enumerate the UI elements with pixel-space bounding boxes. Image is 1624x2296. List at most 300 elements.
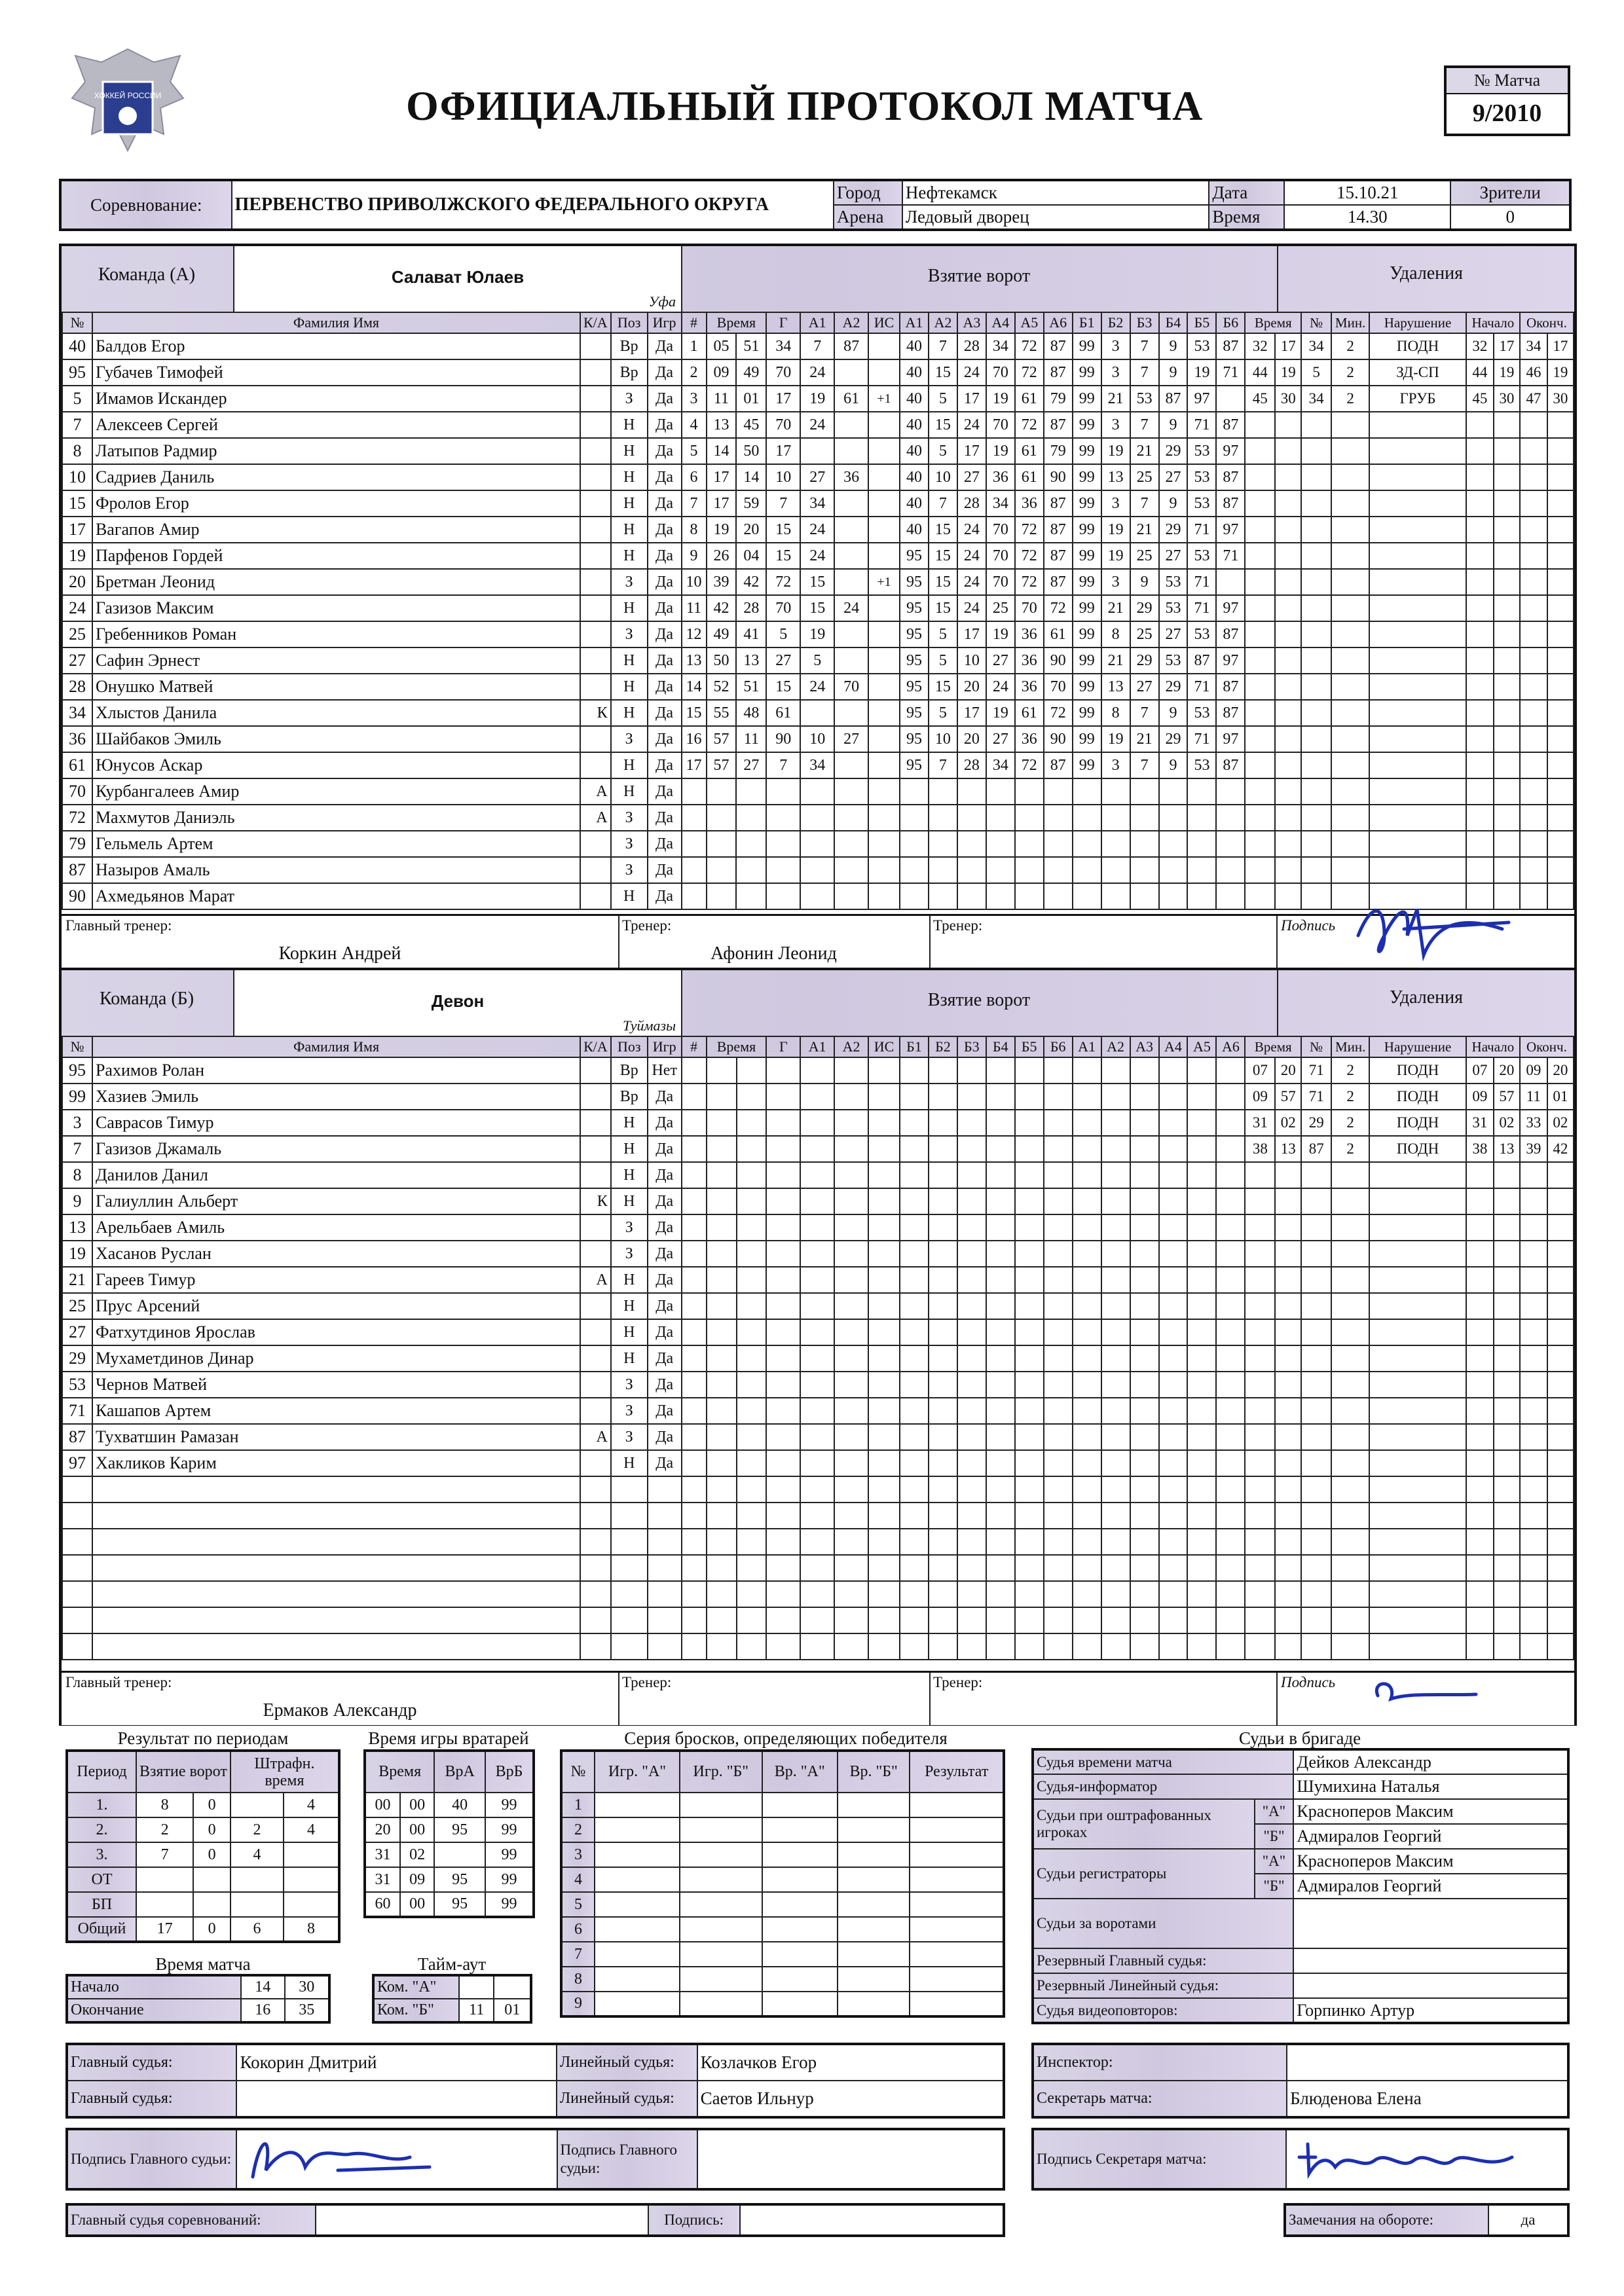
period-name: Общий — [67, 1917, 136, 1942]
on-ice-player: 10 — [929, 726, 957, 752]
pen-sec-time — [1275, 490, 1301, 517]
shootout-num: 6 — [561, 1917, 595, 1942]
col-on-ice: А3 — [1130, 1036, 1159, 1057]
player-number: 72 — [62, 805, 92, 831]
player-captain — [580, 333, 611, 359]
on-ice-player — [900, 805, 929, 831]
on-ice-player — [1015, 1424, 1044, 1450]
col-on-ice: Б2 — [1101, 312, 1130, 333]
pen-infraction — [1369, 412, 1466, 438]
pen-end-min — [1520, 726, 1547, 752]
shootout-cell — [595, 1817, 680, 1842]
on-ice-player — [1130, 1084, 1159, 1110]
pen-end-sec — [1547, 1188, 1574, 1214]
on-ice-player — [929, 805, 957, 831]
player-number: 17 — [62, 517, 92, 543]
player-name: Арельбаев Амиль — [92, 1214, 580, 1241]
on-ice-player — [1044, 1057, 1073, 1084]
player-played: Да — [648, 1450, 682, 1476]
player-position: Н — [611, 674, 648, 700]
player-captain — [580, 1529, 611, 1555]
on-ice-player — [1159, 1188, 1188, 1214]
player-position: Н — [611, 517, 648, 543]
on-ice-player — [1015, 1136, 1044, 1162]
on-ice-player: 71 — [1216, 359, 1245, 386]
goal-num: 6 — [682, 464, 707, 490]
on-ice-player — [900, 1188, 929, 1214]
player-number — [62, 1581, 92, 1607]
pen-start-sec — [1494, 1162, 1520, 1188]
pen-end-sec — [1547, 647, 1574, 674]
pen-start-sec — [1494, 1607, 1520, 1633]
pen-minutes — [1331, 857, 1369, 883]
pen-end-min — [1520, 1241, 1547, 1267]
pen-end-min — [1520, 1162, 1547, 1188]
pen-start-sec — [1494, 647, 1520, 674]
pen-infraction — [1369, 1503, 1466, 1529]
on-ice-player — [929, 1503, 957, 1529]
pen-start-sec — [1494, 1267, 1520, 1293]
pen-player — [1301, 1398, 1331, 1424]
pen-end-sec — [1547, 1607, 1574, 1633]
goal-assist1: 15 — [800, 569, 834, 595]
period-name: БП — [67, 1892, 136, 1917]
pen-infraction — [1369, 1633, 1466, 1660]
on-ice-player — [1187, 1476, 1216, 1503]
player-position: Н — [611, 464, 648, 490]
pen-min-time — [1245, 569, 1275, 595]
period-goals-b — [193, 1867, 231, 1892]
goal-strength — [868, 490, 900, 517]
col-goal-time: Время — [707, 1036, 767, 1057]
goal-sec: 28 — [736, 595, 766, 621]
player-captain — [580, 621, 611, 647]
col-on-ice: Б6 — [1216, 312, 1245, 333]
pen-sec-time — [1275, 1555, 1301, 1581]
goalie-min: 60 — [365, 1892, 400, 1917]
on-ice-player — [1187, 831, 1216, 857]
on-ice-player — [1044, 1110, 1073, 1136]
on-ice-player: 36 — [1015, 621, 1044, 647]
on-ice-player: 40 — [900, 517, 929, 543]
player-number: 90 — [62, 883, 92, 909]
shootout-cell — [838, 1992, 910, 2016]
on-ice-player — [1015, 1450, 1044, 1476]
period-name: 3. — [67, 1842, 136, 1867]
pen-infraction: ГРУБ — [1369, 386, 1466, 412]
match-start-h: 14 — [241, 1975, 285, 1999]
goal-assist2 — [834, 359, 868, 386]
goal-scorer — [766, 1372, 800, 1398]
on-ice-player — [1073, 1345, 1101, 1372]
pen-end-min — [1520, 1398, 1547, 1424]
on-ice-player — [1159, 1057, 1188, 1084]
scorer-b: Адмиралов Георгий — [1293, 1874, 1568, 1899]
goal-assist2 — [834, 543, 868, 569]
goal-strength — [868, 543, 900, 569]
pen-start-sec — [1494, 1633, 1520, 1660]
coach2-b-label: Тренер: — [933, 1674, 983, 1690]
on-ice-player — [1187, 857, 1216, 883]
pen-start-min — [1466, 464, 1494, 490]
match-start-label: Начало — [67, 1975, 241, 1999]
player-played: Да — [648, 1188, 682, 1214]
on-ice-player: 27 — [957, 464, 986, 490]
on-ice-player — [1187, 1214, 1216, 1241]
on-ice-player — [1073, 831, 1101, 857]
goal-sec: 49 — [736, 359, 766, 386]
on-ice-player: 87 — [1216, 333, 1245, 359]
goal-assist2 — [834, 1110, 868, 1136]
pen-player — [1301, 438, 1331, 464]
pen-min-time — [1245, 647, 1275, 674]
shootout-row — [561, 1942, 1004, 1967]
player-number: 10 — [62, 464, 92, 490]
goal-num — [682, 883, 707, 909]
player-played — [648, 1607, 682, 1633]
goal-min — [707, 778, 737, 805]
player-position: З — [611, 857, 648, 883]
goal-num — [682, 1503, 707, 1529]
player-captain — [580, 1398, 611, 1424]
player-captain: А — [580, 805, 611, 831]
on-ice-player: 7 — [1130, 700, 1159, 726]
on-ice-player — [957, 1607, 986, 1633]
player-row — [62, 543, 1574, 569]
goal-assist2 — [834, 831, 868, 857]
pen-start-sec — [1494, 412, 1520, 438]
player-name: Гельмель Артем — [92, 831, 580, 857]
pen-end-sec — [1547, 517, 1574, 543]
shootout-cell — [762, 1917, 838, 1942]
on-ice-player: 72 — [1015, 543, 1044, 569]
player-name: Чернов Матвей — [92, 1372, 580, 1398]
pen-sec-time — [1275, 569, 1301, 595]
player-name: Галиуллин Альберт — [92, 1188, 580, 1214]
col-pen-start: Начало — [1466, 312, 1520, 333]
player-played: Да — [648, 1214, 682, 1241]
goal-scorer: 7 — [766, 490, 800, 517]
player-captain — [580, 857, 611, 883]
goal-assist1 — [800, 1188, 834, 1214]
player-played: Да — [648, 752, 682, 778]
player-row — [62, 674, 1574, 700]
pen-minutes — [1331, 412, 1369, 438]
pen-end-min — [1520, 1424, 1547, 1450]
on-ice-player — [957, 1162, 986, 1188]
on-ice-player — [1130, 1345, 1159, 1372]
pen-minutes — [1331, 1345, 1369, 1372]
goal-scorer — [766, 1136, 800, 1162]
pen-start-sec: 13 — [1494, 1136, 1520, 1162]
on-ice-player — [1130, 1581, 1159, 1607]
col-pen-infraction: Нарушение — [1369, 1036, 1466, 1057]
pen-minutes: 2 — [1331, 333, 1369, 359]
pen-min-time — [1245, 1503, 1275, 1529]
on-ice-player: 40 — [900, 464, 929, 490]
pen-infraction — [1369, 1345, 1466, 1372]
timeout-table — [372, 1974, 532, 2024]
on-ice-player — [1073, 1136, 1101, 1162]
on-ice-player — [1216, 1293, 1245, 1319]
pen-min-time — [1245, 1607, 1275, 1633]
player-number: 71 — [62, 1398, 92, 1424]
goal-num — [682, 1136, 707, 1162]
goal-min — [707, 1110, 737, 1136]
col-pen-time: Время — [1245, 1036, 1301, 1057]
goal-assist2: 36 — [834, 464, 868, 490]
pen-end-min — [1520, 1293, 1547, 1319]
pen-end-sec — [1547, 752, 1574, 778]
player-name: Газизов Джамаль — [92, 1136, 580, 1162]
on-ice-player — [1130, 1188, 1159, 1214]
on-ice-player — [986, 1424, 1015, 1450]
player-captain — [580, 386, 611, 412]
goal-strength — [868, 1188, 900, 1214]
on-ice-player: 36 — [986, 464, 1015, 490]
on-ice-player: 95 — [900, 569, 929, 595]
pen-start-sec — [1494, 857, 1520, 883]
period-goals-b: 0 — [193, 1842, 231, 1867]
goal-strength — [868, 438, 900, 464]
pen-end-min — [1520, 1581, 1547, 1607]
col-no: № — [62, 1036, 92, 1057]
on-ice-player — [929, 1084, 957, 1110]
pen-sec-time — [1275, 517, 1301, 543]
goal-assist1 — [800, 1319, 834, 1345]
match-end-m: 35 — [285, 1999, 329, 2022]
player-played — [648, 1476, 682, 1503]
video-judge: Горпинко Артур — [1293, 1998, 1568, 2023]
scorer-a: Красноперов Максим — [1293, 1849, 1568, 1874]
col-pen-min: Мин. — [1331, 1036, 1369, 1057]
goal-num: 3 — [682, 386, 707, 412]
on-ice-player — [1044, 1529, 1073, 1555]
on-ice-player: 24 — [986, 674, 1015, 700]
on-ice-player — [900, 1503, 929, 1529]
goal-assist2 — [834, 647, 868, 674]
line1: Козлачков Егор — [697, 2044, 1004, 2081]
on-ice-player — [957, 805, 986, 831]
on-ice-player — [986, 1188, 1015, 1214]
on-ice-player: 29 — [1159, 517, 1188, 543]
on-ice-player — [1130, 1110, 1159, 1136]
on-ice-player: 70 — [986, 359, 1015, 386]
goal-scorer — [766, 1450, 800, 1476]
goal-strength — [868, 1476, 900, 1503]
period-goals-b: 0 — [193, 1793, 231, 1817]
period-pim-b: 8 — [284, 1917, 339, 1942]
pen-end-sec: 19 — [1547, 359, 1574, 386]
player-played — [648, 1503, 682, 1529]
pen-infraction: ПОДН — [1369, 333, 1466, 359]
period-goals-b — [193, 1892, 231, 1917]
period-pim-a: 6 — [231, 1917, 284, 1942]
pen-start-sec — [1494, 490, 1520, 517]
on-ice-player: 71 — [1187, 412, 1216, 438]
pen-start-sec — [1494, 1345, 1520, 1372]
shootout-cell — [838, 1817, 910, 1842]
goal-assist2 — [834, 1633, 868, 1660]
reserve-ref-label: Резервный Главный судья: — [1033, 1948, 1293, 1973]
player-row — [62, 778, 1574, 805]
goal-min: 09 — [707, 359, 737, 386]
on-ice-player: 27 — [986, 647, 1015, 674]
pen-min-time — [1245, 1450, 1275, 1476]
pen-sec-time — [1275, 1633, 1301, 1660]
player-number: 95 — [62, 359, 92, 386]
on-ice-player — [1130, 1503, 1159, 1529]
on-ice-player — [1101, 1476, 1130, 1503]
goal-scorer — [766, 1607, 800, 1633]
on-ice-player — [1073, 857, 1101, 883]
shootout-cell — [680, 1917, 762, 1942]
on-ice-player — [929, 1110, 957, 1136]
pen-start-min — [1466, 700, 1494, 726]
goal-assist2 — [834, 1345, 868, 1372]
pen-end-sec: 01 — [1547, 1084, 1574, 1110]
pen-player — [1301, 1319, 1331, 1345]
shootout-cell — [762, 1892, 838, 1917]
goal-assist1 — [800, 1241, 834, 1267]
player-name: Губачев Тимофей — [92, 359, 580, 386]
on-ice-player: 99 — [1073, 726, 1101, 752]
goal-strength — [868, 1241, 900, 1267]
on-ice-player — [929, 1424, 957, 1450]
goal-num: 5 — [682, 438, 707, 464]
on-ice-player: 99 — [1073, 490, 1101, 517]
team-b-table — [62, 1036, 1574, 1660]
on-ice-player — [1101, 831, 1130, 857]
secretary: Блюденова Елена — [1287, 2081, 1568, 2117]
on-ice-player — [957, 1293, 986, 1319]
on-ice-player — [1159, 1581, 1188, 1607]
player-number: 20 — [62, 569, 92, 595]
pen-start-min — [1466, 1529, 1494, 1555]
on-ice-player: 61 — [1015, 386, 1044, 412]
shootout-cell — [838, 1917, 910, 1942]
on-ice-player: 87 — [1187, 647, 1216, 674]
on-ice-player — [986, 831, 1015, 857]
pen-player — [1301, 778, 1331, 805]
goal-sec — [737, 1476, 767, 1503]
on-ice-player — [1216, 386, 1245, 412]
pen-player: 5 — [1301, 359, 1331, 386]
player-number — [62, 1555, 92, 1581]
on-ice-player — [986, 1319, 1015, 1345]
player-captain — [580, 1162, 611, 1188]
player-captain — [580, 595, 611, 621]
goal-sec — [736, 831, 766, 857]
team-b-coaches — [62, 1671, 1574, 1725]
player-number: 79 — [62, 831, 92, 857]
on-ice-player: 99 — [1073, 386, 1101, 412]
on-ice-player — [1216, 1424, 1245, 1450]
goal-assist1 — [800, 1424, 834, 1450]
team-b-pen-title: Удаления — [1389, 987, 1464, 1008]
on-ice-player — [929, 1529, 957, 1555]
pen-start-sec — [1494, 778, 1520, 805]
goal-assist1 — [800, 1267, 834, 1293]
pen-end-sec — [1547, 1267, 1574, 1293]
on-ice-player — [900, 1293, 929, 1319]
goal-strength — [868, 1057, 900, 1084]
goal-sec — [737, 1529, 767, 1555]
player-row — [62, 1214, 1574, 1241]
pen-end-min — [1520, 778, 1547, 805]
on-ice-player — [900, 1581, 929, 1607]
shootout-cell — [680, 1817, 762, 1842]
on-ice-player: 20 — [957, 726, 986, 752]
goal-min — [707, 1398, 737, 1424]
player-name: Балдов Егор — [92, 333, 580, 359]
goal-strength — [868, 1607, 900, 1633]
on-ice-player: 9 — [1159, 490, 1188, 517]
shootout-num: 7 — [561, 1942, 595, 1967]
on-ice-player: 3 — [1101, 490, 1130, 517]
goal-assist2 — [834, 621, 868, 647]
goal-min — [707, 883, 737, 909]
on-ice-player — [1216, 778, 1245, 805]
goal-strength — [868, 726, 900, 752]
player-position — [611, 1607, 648, 1633]
on-ice-player: 19 — [1187, 359, 1216, 386]
team-a-pen-title: Удаления — [1389, 263, 1464, 283]
col-played: Игр — [648, 1036, 682, 1057]
on-ice-player — [1101, 1555, 1130, 1581]
on-ice-player — [1073, 805, 1101, 831]
shootout-cell — [910, 1817, 1004, 1842]
player-captain — [580, 1110, 611, 1136]
pen-start-min — [1466, 1633, 1494, 1660]
pen-infraction — [1369, 569, 1466, 595]
player-number: 24 — [62, 595, 92, 621]
pen-player — [1301, 1555, 1331, 1581]
pen-min-time — [1245, 1241, 1275, 1267]
goal-assist1: 24 — [800, 359, 834, 386]
pen-sec-time — [1275, 543, 1301, 569]
on-ice-player — [1216, 805, 1245, 831]
on-ice-player: 97 — [1216, 647, 1245, 674]
timeout-a-label: Ком. "А" — [373, 1975, 459, 1999]
on-ice-player — [986, 1581, 1015, 1607]
city-value: Нефтекамск — [902, 180, 1209, 205]
goalie-min: 20 — [365, 1817, 400, 1842]
goal-assist1: 19 — [800, 386, 834, 412]
time-label: Время — [1209, 205, 1284, 230]
coach-a: Афонин Леонид — [710, 943, 837, 964]
player-played: Да — [648, 569, 682, 595]
goal-num — [682, 778, 707, 805]
pen-infraction — [1369, 857, 1466, 883]
goal-assist1 — [800, 805, 834, 831]
player-number: 19 — [62, 543, 92, 569]
pen-infraction — [1369, 1581, 1466, 1607]
player-played: Да — [648, 778, 682, 805]
pen-sec-time — [1275, 1529, 1301, 1555]
on-ice-player: 27 — [1159, 464, 1188, 490]
goal-num: 11 — [682, 595, 707, 621]
on-ice-player — [1015, 1267, 1044, 1293]
on-ice-player — [1101, 1188, 1130, 1214]
on-ice-player — [1015, 1581, 1044, 1607]
on-ice-player — [900, 1633, 929, 1660]
on-ice-player — [1044, 1372, 1073, 1398]
goal-num — [682, 1633, 707, 1660]
on-ice-player: 24 — [957, 359, 986, 386]
goal-scorer — [766, 883, 800, 909]
pen-start-sec — [1494, 464, 1520, 490]
